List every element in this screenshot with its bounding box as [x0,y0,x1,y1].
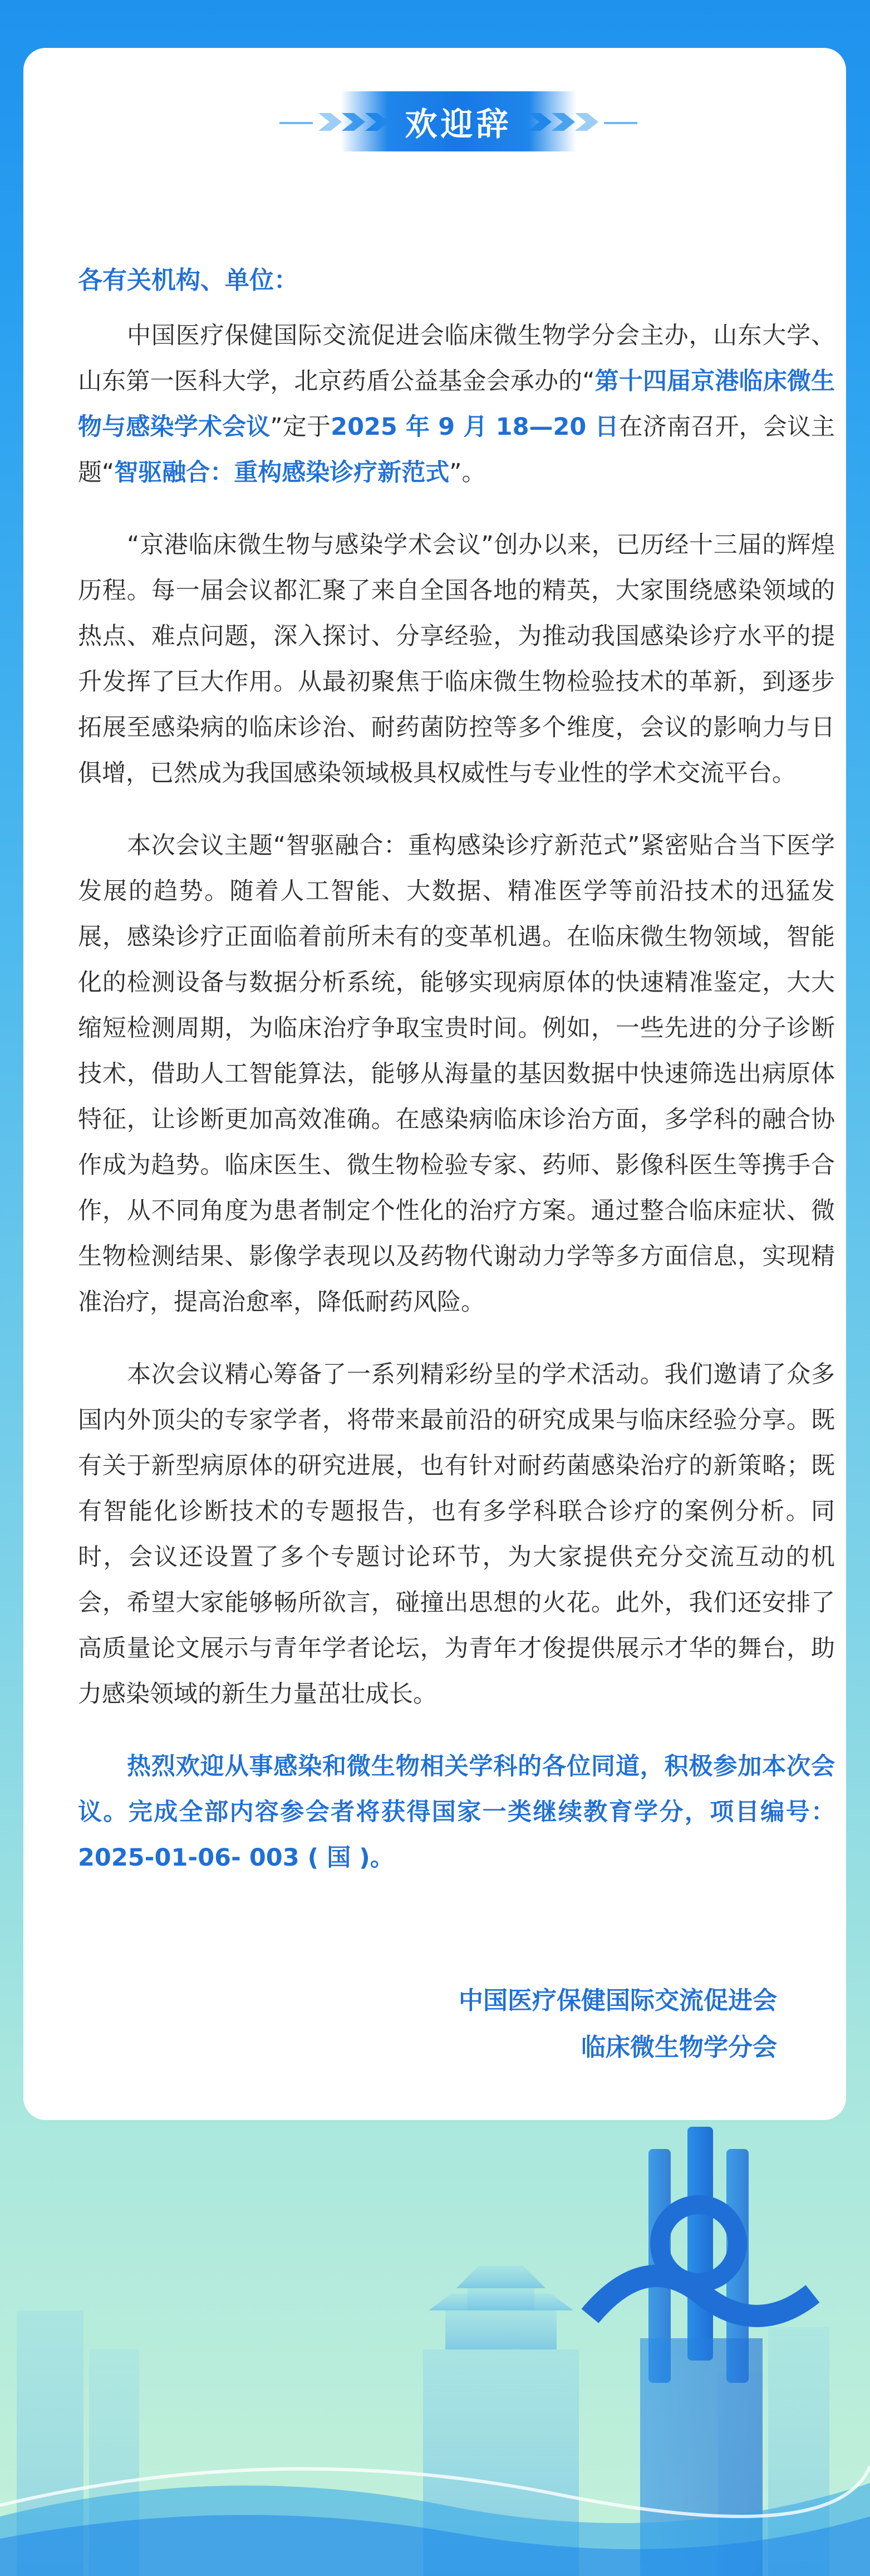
signature [459,1978,777,2071]
meeting-date: 2025 年 9 月 18—20 日 [331,413,619,441]
paragraph-invitation: 热烈欢迎从事感染和微生物相关学科的各位同道，积极参加本次会议。完成全部内容参会者将获得国家一类继续教育学分，项目编号：2025-01-06- 003 ( 国 )。 [78,1753,835,1872]
intro-text-4: ”。 [449,459,486,487]
letter-body [78,258,835,1907]
city-skyline-illustration [0,2127,870,2576]
intro-text-3: 在济南召开，会议主题“ [78,413,835,487]
salutation: 各有关机构、单位： [78,266,298,295]
letter-card [23,48,846,2120]
paragraph-history: “京港临床微生物与感染学术会议”创办以来，已历经十三届的辉煌历程。每一届会议都汇聚了来自全国各地的精英，大家围绕感染领域的热点、难点问题，深入探讨、分享经验，为推动我国感染诊疗水平的提升发挥了巨大作用。从最初聚焦于临床微生物检验技术的革新，到逐步拓展至感染病的临床诊治、耐药菌防控等多个维度，会议的影响力与日俱增，已然成为我国感染领域极具权威性与专业性的学术交流平台。 [78,531,835,787]
paragraph-theme: 本次会议主题“智驱融合：重构感染诊疗新范式”紧密贴合当下医学发展的趋势。随着人工智能、大数据、精准医学等前沿技术的迅猛发展，感染诊疗正面临着前所未有的变革机遇。在临床微生物领域，智能化的检测设备与数据分析系统，能够实现病原体的快速精准鉴定，大大缩短检测周期，为临床治疗争取宝贵时间。例如，一些先进的分子诊断技术，借助人工智能算法，能够从海量的基因数据中快速筛选出病原体特征，让诊断更加高效准确。在感染病临床诊治方面，多学科的融合协作成为趋势。临床医生、微生物检验专家、药师、影像科医生等携手合作，从不同角度为患者制定个性化的治疗方案。通过整合临床症状、微生物检测结果、影像学表现以及药物代谢动力学等多方面信息，实现精准治疗，提高治愈率，降低耐药风险。 [78,832,835,1316]
chevrons-right-decoration [520,111,637,133]
signature-org: 中国医疗保健国际交流促进会 [459,1986,777,2015]
intro-text-2: ”定于 [270,413,331,441]
paragraph-activities: 本次会议精心筹备了一系列精彩纷呈的学术活动。我们邀请了众多国内外顶尖的专家学者，将带来最前沿的研究成果与临床经验分享。既有关于新型病原体的研究进展，也有针对耐药菌感染治疗的新策略；既有智能化诊断技术的专题报告，也有多学科联合诊疗的案例分析。同时，会议还设置了多个专题讨论环节，为大家提供充分交流互动的机会，希望大家能够畅所欲言，碰撞出思想的火花。此外，我们还安排了高质量论文展示与青年学者论坛，为青年才俊提供展示才华的舞台，助力感染领域的新生力量茁壮成长。 [78,1361,835,1708]
meeting-name: 第十四届京港临床微生物与感染学术会议 [78,367,835,441]
intro-text-1: 中国医疗保健国际交流促进会临床微生物学分会主办，山东大学、山东第一医科大学，北京药盾公益基金会承办的“ [78,322,835,395]
page-title: 欢迎辞 [405,105,512,143]
paragraph-intro [78,313,835,495]
meeting-theme: 智驱融合：重构感染诊疗新范式 [114,459,450,487]
signature-branch: 临床微生物学分会 [581,2033,777,2062]
